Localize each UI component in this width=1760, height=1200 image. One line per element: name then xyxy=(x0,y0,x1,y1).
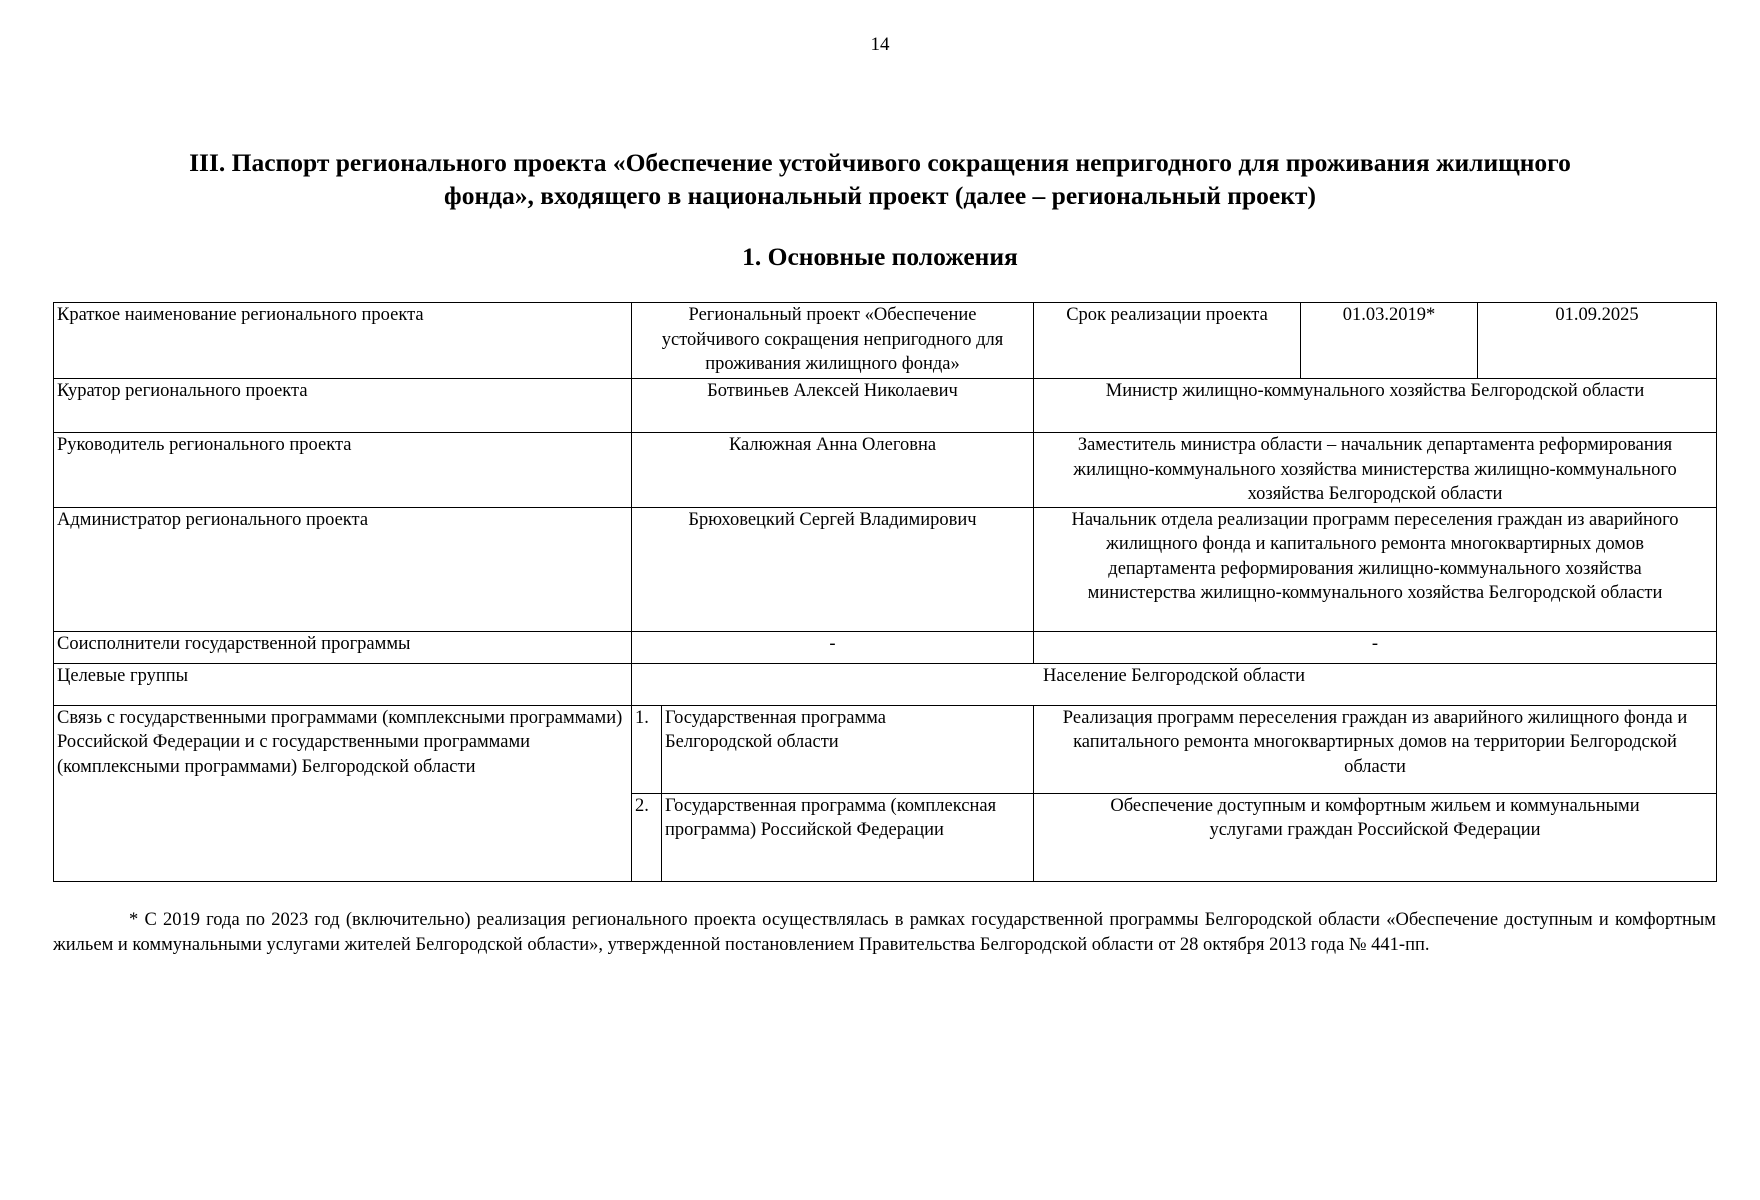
head-name: Калюжная Анна Олеговна xyxy=(632,433,1034,508)
passport-title xyxy=(60,146,1700,212)
row-head xyxy=(54,433,1717,508)
link-2-description: Обеспечение доступным и комфортным жильем и коммунальными услугами граждан Российской Федерации xyxy=(1034,793,1717,881)
link-1-program: Государственная программа Белгородской области xyxy=(662,705,1034,793)
administrator-position: Начальник отдела реализации программ переселения граждан из аварийного жилищного фонда и капитального ремонта многоквартирных домов департамента реформирования жилищно-коммунального хозяйства министерства жилищно-коммунального хозяйства Белгородской области xyxy=(1034,507,1717,631)
head-label: Руководитель регионального проекта xyxy=(54,433,632,508)
link-2-number: 2. xyxy=(632,793,662,881)
link-2-program: Государственная программа (комплексная программа) Российской Федерации xyxy=(662,793,1034,881)
row-target-groups xyxy=(54,663,1717,705)
curator-label: Куратор регионального проекта xyxy=(54,379,632,433)
link-1-number: 1. xyxy=(632,705,662,793)
row-co-executors xyxy=(54,631,1717,663)
administrator-name: Брюховецкий Сергей Владимирович xyxy=(632,507,1034,631)
term-start: 01.03.2019* xyxy=(1301,303,1478,379)
page-number: 14 xyxy=(870,34,890,55)
target-groups-value: Население Белгородской области xyxy=(632,663,1717,705)
term-label: Срок реализации проекта xyxy=(1034,303,1301,379)
passport-table xyxy=(53,302,1717,882)
short-name-label: Краткое наименование регионального проекта xyxy=(54,303,632,379)
head-position: Заместитель министра области – начальник департамента реформирования жилищно-коммунального хозяйства министерства жилищно-коммунального хозяйства Белгородской области xyxy=(1034,433,1717,508)
administrator-label: Администратор регионального проекта xyxy=(54,507,632,631)
curator-position: Министр жилищно-коммунального хозяйства Белгородской области xyxy=(1034,379,1717,433)
row-links-1 xyxy=(54,705,1717,793)
row-curator xyxy=(54,379,1717,433)
footnote: * С 2019 года по 2023 год (включительно) реализация регионального проекта осуществлялась в рамках государственной программы Белгородской области «Обеспечение доступным и комфортным жильем и коммунальными услугами жителей Белгородской области», утвержденной постановлением Правительства Белгородской области от 28 октября 2013 года № 441-пп. xyxy=(53,910,1716,955)
co-executors-label: Соисполнители государственной программы xyxy=(54,631,632,663)
section-title: 1. Основные положения xyxy=(742,242,1018,271)
links-label: Связь с государственными программами (комплексными программами) Российской Федерации и с государственными программами (комплексными программами) Белгородской области xyxy=(54,705,632,881)
row-administrator xyxy=(54,507,1717,631)
passport-title-line-2: фонда», входящего в национальный проект (далее – региональный проект) xyxy=(444,181,1316,210)
short-name-value: Региональный проект «Обеспечение устойчивого сокращения непригодного для проживания жилищного фонда» xyxy=(632,303,1034,379)
curator-name: Ботвиньев Алексей Николаевич xyxy=(632,379,1034,433)
co-executors-value-1: - xyxy=(632,631,1034,663)
target-groups-label: Целевые группы xyxy=(54,663,632,705)
term-end: 01.09.2025 xyxy=(1478,303,1717,379)
row-short-name xyxy=(54,303,1717,379)
co-executors-value-2: - xyxy=(1034,631,1717,663)
passport-title-line-1: III. Паспорт регионального проекта «Обеспечение устойчивого сокращения непригодного для проживания жилищного xyxy=(189,148,1571,177)
link-1-description: Реализация программ переселения граждан из аварийного жилищного фонда и капитального ремонта многоквартирных домов на территории Белгородской области xyxy=(1034,705,1717,793)
